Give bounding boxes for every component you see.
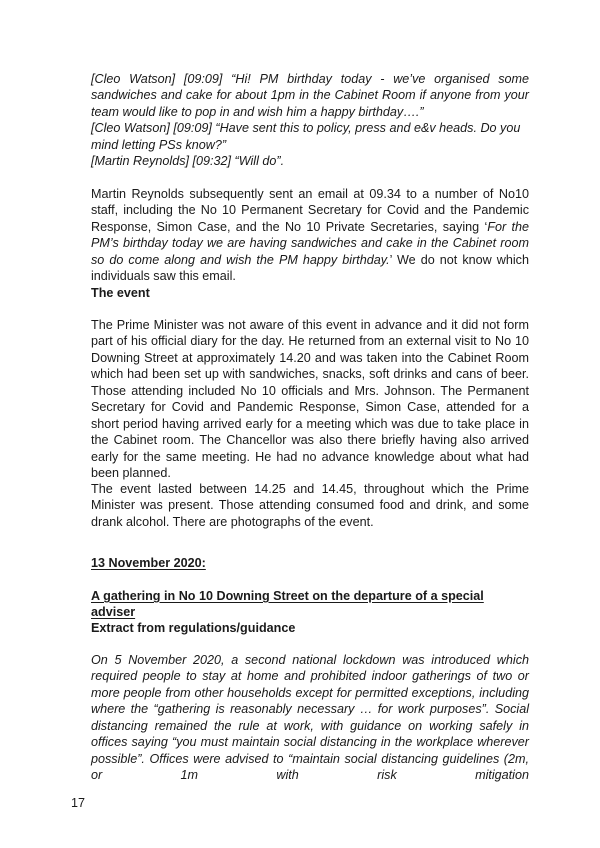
message-speaker: [Cleo Watson] bbox=[91, 72, 176, 86]
extract-paragraph-text: On 5 November 2020, a second national lockdown was introduced which required people to stay at home and prohibited indoor gatherings of two or more people from other households except for permitted exceptions, including where the “gathering is reasonably necessary … for work purposes”. Social distancing remained the rule at work, with guidance on working safely in offices saying “you must maintain social distancing in the workplace wherever possible”. Offices were advised to “maintain social distancing guidelines (2m, or 1m with risk mitigation bbox=[91, 653, 529, 783]
email-paragraph bbox=[91, 186, 529, 285]
message-speaker: [Cleo Watson] bbox=[91, 121, 170, 136]
gathering-heading bbox=[91, 588, 529, 621]
event-heading: The event bbox=[91, 286, 150, 300]
email-tail: ’ We do not know which individuals saw this email. bbox=[91, 252, 529, 284]
message-entry bbox=[91, 71, 529, 120]
gathering-heading-text: A gathering in No 10 Downing Street on the departure of a special adviser bbox=[91, 589, 484, 620]
message-entry bbox=[91, 120, 529, 153]
email-quote: For the PM’s birthday today we are having sandwiches and cake in the Cabinet room so do come along and wish the PM happy birthday. bbox=[91, 219, 529, 267]
message-time: [09:32] bbox=[192, 154, 232, 169]
message-text: “Will do”. bbox=[234, 154, 285, 169]
event-paragraph-text: The Prime Minister was not aware of this event in advance and it did not form part of his official diary for the day. He returned from an external visit to No 10 Downing Street at approximately 14.20 and was taken into the Cabinet Room which had been set up with sandwiches, snacks, soft drinks and cans of beer. Those attending included No 10 officials and Mrs. Johnson. The Permanent Secretary for Covid and Pandemic Response, Simon Case, attended for a short period having arrived early for a meeting which was due to take place in the Cabinet room. The Chancellor was also there briefly having also arrived early for the same meeting. He had no advance knowledge about what had been planned. bbox=[91, 318, 529, 481]
message-speaker: [Martin Reynolds] bbox=[91, 154, 189, 169]
page-number: 17 bbox=[71, 796, 86, 810]
message-time: [09:09] bbox=[173, 121, 212, 136]
email-lead: Martin Reynolds subsequently sent an email at 09.34 to a number of No10 staff, including the No 10 Permanent Secretary for Covid and the Pandemic Response, Simon Case, and the No 10 Private Secretaries, saying ‘ bbox=[91, 187, 529, 234]
date-heading-text: 13 November 2020: bbox=[91, 556, 206, 570]
event-paragraph-text: The event lasted between 14.25 and 14.45, throughout which the Prime Minister was present. Those attending consumed food and drink, and some drank alcohol. There are photographs of the event. bbox=[91, 482, 529, 529]
event-paragraph bbox=[91, 317, 529, 482]
message-text: “Hi! PM birthday today - we’ve organised some sandwiches and cake for about 1pm in the Cabinet Room if anyone from your team would like to pop in and wish him a happy birthday….” bbox=[91, 72, 530, 119]
extract-heading: Extract from regulations/guidance bbox=[91, 621, 296, 635]
event-paragraph bbox=[91, 481, 529, 530]
date-heading bbox=[91, 555, 529, 571]
message-text: “Have sent this to policy, press and e&v heads. Do you mind letting PSs know?” bbox=[91, 121, 521, 152]
message-time: [09:09] bbox=[183, 72, 223, 86]
message-entry bbox=[91, 153, 529, 169]
message-log bbox=[91, 71, 529, 170]
extract-paragraph bbox=[91, 652, 529, 784]
